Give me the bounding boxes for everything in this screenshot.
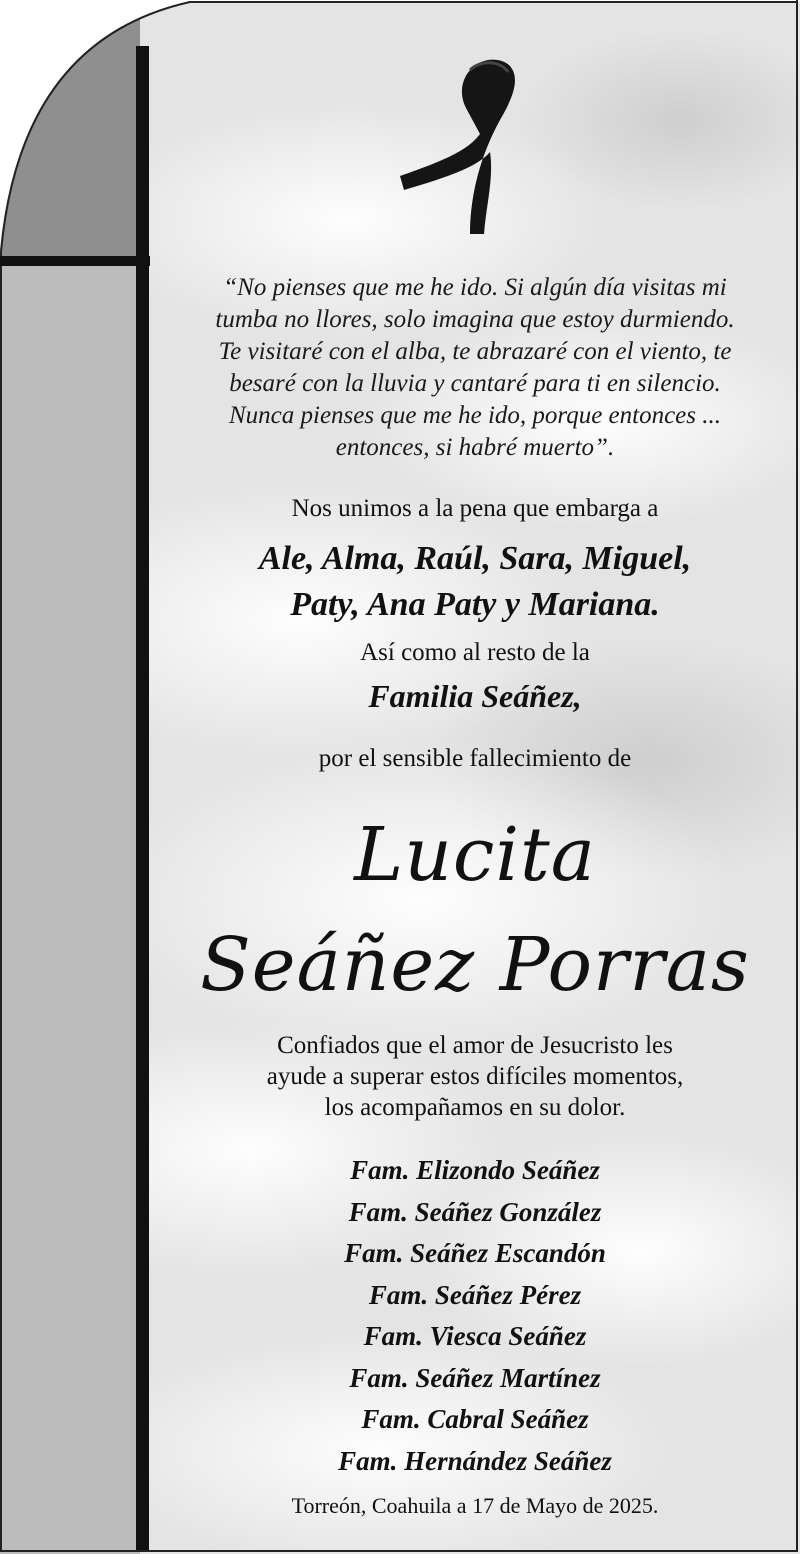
bereaved-names <box>150 536 800 628</box>
names-line: Ale, Alma, Raúl, Sara, Miguel, <box>258 540 692 577</box>
quote-line: besaré con la lluvia y cantaré para ti en silencio. <box>229 370 721 397</box>
message-line: ayude a superar estos difíciles momentos, <box>266 1063 684 1090</box>
family-item: Fam. Seáñez Pérez <box>368 1279 582 1310</box>
quote-line: “No pienses que me he ido. Si algún día visitas mi <box>223 274 727 301</box>
deceased-name <box>150 800 800 1020</box>
family-item: Fam. Seáñez Martínez <box>349 1362 601 1393</box>
family-item: Fam. Elizondo Seáñez <box>350 1155 600 1185</box>
intro-text: Nos unimos a la pena que embarga a <box>291 495 659 522</box>
family-item: Fam. Viesca Seáñez <box>363 1321 587 1351</box>
condolence-message <box>150 1030 800 1123</box>
family-item: Fam. Seáñez González <box>348 1196 602 1227</box>
deceased-first-name: Lucita <box>354 812 596 898</box>
family-item: Fam. Cabral Seáñez <box>361 1404 589 1434</box>
quote-line: Nunca pienses que me he ido, porque entonces ... <box>228 402 722 429</box>
message-line: Confiados que el amor de Jesucristo les <box>277 1032 673 1059</box>
families-list <box>150 1150 800 1482</box>
quote-line: Te visitaré con el alba, te abrazaré con el viento, te <box>218 338 732 365</box>
message-line: los acompañamos en su dolor. <box>324 1094 626 1121</box>
dateline: Torreón, Coahuila a 17 de Mayo de 2025. <box>291 1493 659 1518</box>
quote-line: tumba no llores, solo imagina que estoy durmiendo. <box>215 306 735 333</box>
deceased-last-names: Seáñez Porras <box>200 922 750 1008</box>
family-name: Familia Seáñez, <box>368 678 582 714</box>
quote-line: entonces, si habré muerto”. <box>335 434 615 461</box>
death-notice-text: por el sensible fallecimiento de <box>318 745 632 772</box>
rest-text: Así como al resto de la <box>360 639 590 666</box>
family-item: Fam. Hernández Seáñez <box>338 1445 612 1476</box>
names-line: Paty, Ana Paty y Mariana. <box>290 586 660 623</box>
poem-quote <box>150 272 800 464</box>
family-item: Fam. Seáñez Escandón <box>344 1238 606 1268</box>
